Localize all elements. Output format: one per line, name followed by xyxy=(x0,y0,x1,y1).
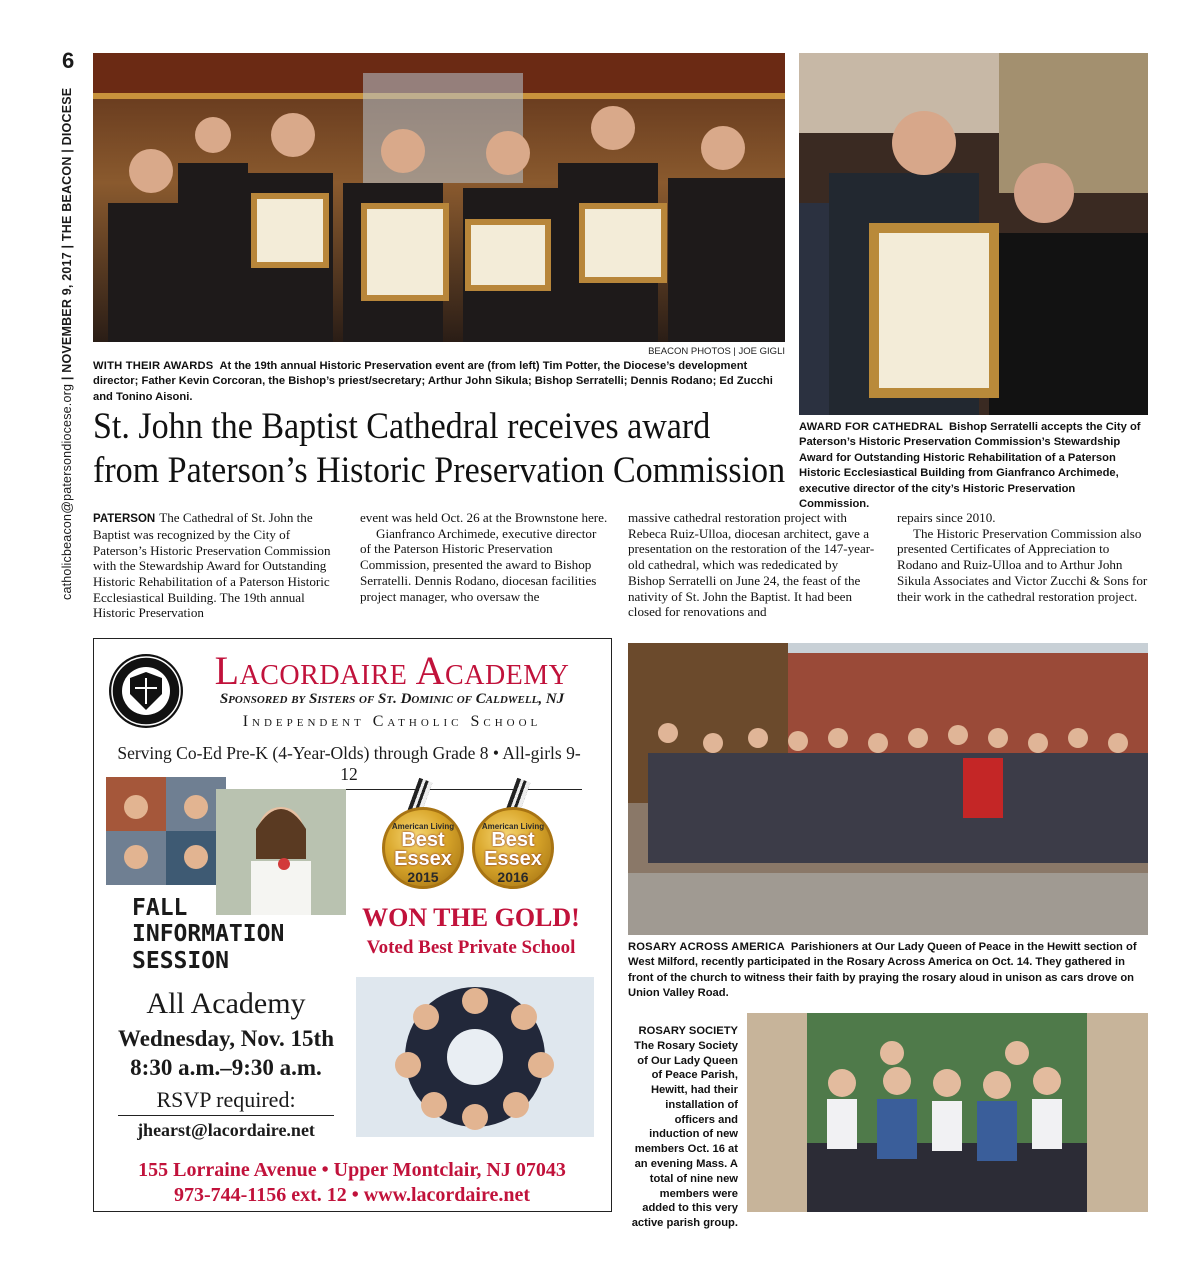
best-of-essex-2015-medal: American Living Best Essex 2015 xyxy=(382,807,464,889)
photo-credit: BEACON PHOTOS | JOE GIGLI xyxy=(648,346,785,357)
caption-text: Parishioners at Our Lady Queen of Peace in the Hewitt section of West Milford, recently participated in the Rosary Across America on Oct. 14. They gathered in front of the church to witness their faith by praying the rosary aloud in unison as cars drove on Union Valley Road. xyxy=(628,941,1137,1000)
folio-date: NOVEMBER 9, 2017 xyxy=(60,252,74,373)
fall-info-session: FALL INFORMATION SESSION xyxy=(132,895,285,974)
academy-crest-logo xyxy=(109,654,183,728)
folio-section: DIOCESE xyxy=(60,87,74,146)
article-column-1: PATERSON The Cathedral of St. John the Baptist was recognized by the City of Paterson’s Historic Preservation Commission with the Stewardship Award for Outstanding Historic Rehabilitation of a Paterson Historic Ecclesiastical Building. The 19th annual Historic Preservation xyxy=(93,510,331,621)
caption-text: The Rosary Society of Our Lady Queen of Peace Parish, Hewitt, had their installation of officers and induction of new members Oct. 16 at an evening Mass. A total of nine new members were added to this very active parish group. xyxy=(631,1039,738,1230)
caption-text: Bishop Serratelli accepts the City of Paterson’s Historic Preservation Commission’s Stewardship Award for Outstanding Historic Rehabilitation of a Paterson Historic Ecclesiastical Building from Gianfranco Archimede, executive director of the city’s Historic Preservation Commission. xyxy=(799,421,1141,511)
headline-line-2: from Paterson’s Historic Preservation Commission xyxy=(93,449,786,491)
rsvp-email: jhearst@lacordaire.net xyxy=(118,1115,334,1141)
won-the-gold: WON THE GOLD! xyxy=(362,903,580,932)
rosary-across-america-photo xyxy=(628,643,1148,935)
caption-kicker: AWARD FOR CATHEDRAL xyxy=(799,421,944,433)
rosary-society-caption xyxy=(628,1024,738,1231)
students-circle-photo xyxy=(356,977,594,1137)
article-column-4: repairs since 2010. The Historic Preservation Commission also presented Certificates of Appreciation to Rodano and Ruiz-Ulloa and to Arthur John Sikula Associates and Victor Zucchi & Sons for their work in the cathedral restoration project. xyxy=(897,510,1148,604)
caption-kicker: ROSARY SOCIETY xyxy=(638,1025,738,1037)
article-column-3: massive cathedral restoration project with Rebeca Ruiz-Ulloa, diocesan architect, gave a presentation on the restoration of the 147-year-old cathedral, which was rededicated by Bishop Serratelli on June 24, the feast of the nativity of St. John the Baptist. It had been closed for renovations and xyxy=(628,510,875,620)
award-group-caption xyxy=(93,359,785,405)
caption-text: At the 19th annual Historic Preservation event are (from left) Tim Potter, the Diocese’s development director; Father Kevin Corcoran, the Bishop’s priest/secretary; Arthur John Sikula; Bishop Serratelli; Dennis Rodano; Ed Zucchi and Tonino Aisoni. xyxy=(93,360,773,403)
voted-best: Voted Best Private School xyxy=(366,937,576,958)
best-of-essex-2016-medal: American Living Best Essex 2016 xyxy=(472,807,554,889)
academy-name: Lacordaire Academy xyxy=(214,648,570,693)
bishop-award-photo xyxy=(799,53,1148,415)
session-time: 8:30 a.m.–9:30 a.m. xyxy=(130,1054,322,1080)
folio-website: catholicbeacon@patersondiocese.org xyxy=(60,383,74,600)
article-column-2: event was held Oct. 26 at the Brownstone here. Gianfranco Archimede, executive director of the Paterson Historic Preservation Commission, presented the award to Bishop Serratelli. Dennis Rodano, diocesan facilities project manager, who oversaw the xyxy=(360,510,608,604)
lacordaire-advertisement xyxy=(93,638,612,1212)
folio-paper: THE BEACON xyxy=(60,156,74,242)
article-headline xyxy=(93,405,785,492)
folio-strip xyxy=(50,80,90,600)
rosary-society-photo xyxy=(747,1013,1148,1212)
rosary-across-america-caption xyxy=(628,940,1148,1002)
headline-line-1: St. John the Baptist Cathedral receives award xyxy=(93,406,711,447)
all-academy: All Academy xyxy=(146,987,306,1020)
school-type: Independent Catholic School xyxy=(242,713,542,730)
academy-address: 155 Lorraine Avenue • Upper Montclair, NJ 07043 xyxy=(138,1159,566,1181)
caption-kicker: ROSARY ACROSS AMERICA xyxy=(628,941,785,953)
session-date: Wednesday, Nov. 15th xyxy=(118,1026,334,1051)
bishop-award-caption xyxy=(799,420,1148,513)
caption-kicker: WITH THEIR AWARDS xyxy=(93,360,214,372)
folio-text: catholicbeacon@patersondiocese.org | NOVEMBER 9, 2017 | THE BEACON | DIOCESE xyxy=(60,87,74,600)
students-collage-photo xyxy=(106,777,226,885)
rsvp-required: RSVP required: xyxy=(156,1087,296,1112)
sponsor-line: Sponsored by Sisters of St. Dominic of Caldwell, NJ xyxy=(219,691,565,707)
session-datetime xyxy=(106,1025,346,1083)
dateline: PATERSON xyxy=(93,513,156,525)
page-number: 6 xyxy=(62,48,75,73)
award-group-photo xyxy=(93,53,785,342)
academy-phone-web: 973-744-1156 ext. 12 • www.lacordaire.net xyxy=(173,1184,531,1206)
grades-served: Serving Co-Ed Pre-K (4-Year-Olds) through Grade 8 • All-girls 9-12 xyxy=(116,743,582,790)
